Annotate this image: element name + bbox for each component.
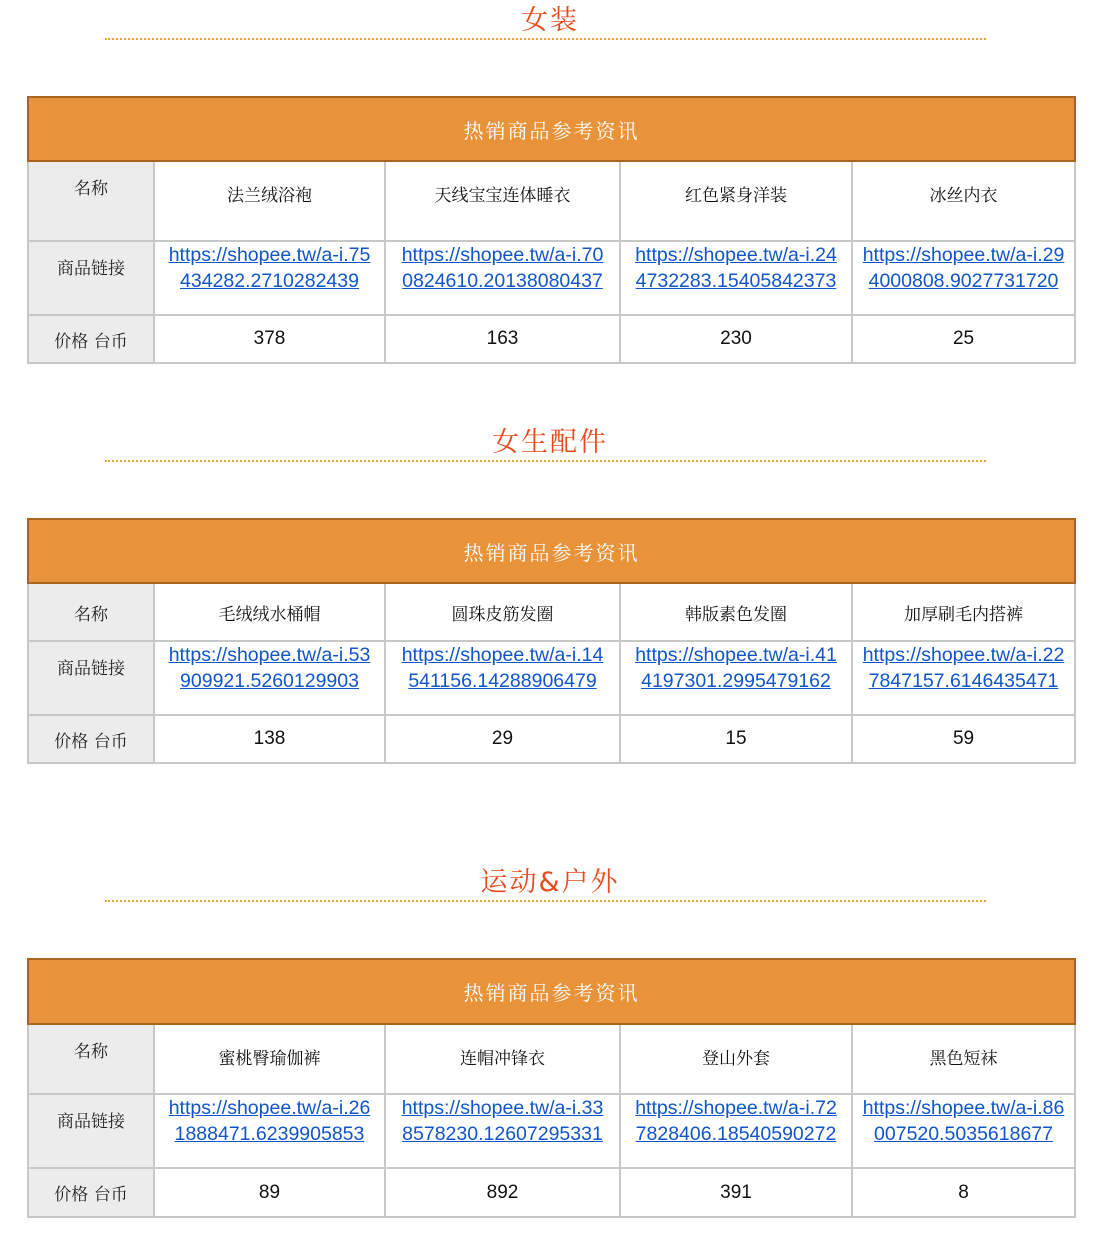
product-name: 蜜桃臀瑜伽裤 — [154, 1024, 385, 1094]
section-title-womens-accessories: 女生配件 — [492, 427, 608, 458]
row-label-link: 商品链接 — [28, 641, 154, 715]
product-price: 29 — [385, 715, 620, 763]
product-name: 加厚刷毛内搭裤 — [852, 583, 1075, 641]
section-title-sports-outdoor: 运动&户外 — [480, 867, 620, 898]
row-label-name: 名称 — [28, 583, 154, 641]
product-link[interactable]: https://shopee.tw/a-i.261888471.6239905853 — [168, 1097, 371, 1145]
product-price: 391 — [620, 1168, 852, 1217]
product-link[interactable]: https://shopee.tw/a-i.53909921.5260129903 — [168, 644, 371, 692]
product-price: 892 — [385, 1168, 620, 1217]
product-price: 378 — [154, 315, 385, 363]
product-price: 89 — [154, 1168, 385, 1217]
section-divider — [105, 900, 986, 902]
product-name: 冰丝内衣 — [852, 161, 1075, 241]
row-label-name: 名称 — [28, 1024, 154, 1094]
product-link[interactable]: https://shopee.tw/a-i.86007520.5035618677 — [862, 1097, 1065, 1145]
product-name: 圆珠皮筋发圈 — [385, 583, 620, 641]
product-link[interactable]: https://shopee.tw/a-i.75434282.2710282439 — [168, 244, 371, 292]
product-link[interactable]: https://shopee.tw/a-i.338578230.12607295331 — [401, 1097, 604, 1145]
product-price: 15 — [620, 715, 852, 763]
row-label-price: 价格 台币 — [28, 715, 154, 763]
product-price: 25 — [852, 315, 1075, 363]
product-name: 连帽冲锋衣 — [385, 1024, 620, 1094]
product-price: 138 — [154, 715, 385, 763]
table-header: 热销商品参考资讯 — [28, 959, 1075, 1024]
section-title-womens-clothing: 女装 — [521, 5, 579, 36]
product-link[interactable]: https://shopee.tw/a-i.227847157.6146435471 — [862, 644, 1065, 692]
row-label-price: 价格 台币 — [28, 315, 154, 363]
product-name: 韩版素色发圈 — [620, 583, 852, 641]
product-link[interactable]: https://shopee.tw/a-i.294000808.9027731720 — [862, 244, 1065, 292]
product-link[interactable]: https://shopee.tw/a-i.727828406.18540590272 — [635, 1097, 837, 1145]
product-name: 毛绒绒水桶帽 — [154, 583, 385, 641]
hot-products-table-womens-clothing — [27, 96, 1076, 364]
product-link[interactable]: https://shopee.tw/a-i.700824610.20138080437 — [401, 244, 604, 292]
product-name: 法兰绒浴袍 — [154, 161, 385, 241]
product-price: 230 — [620, 315, 852, 363]
product-name: 红色紧身洋装 — [620, 161, 852, 241]
row-label-name: 名称 — [28, 161, 154, 241]
product-link[interactable]: https://shopee.tw/a-i.244732283.15405842373 — [635, 244, 837, 292]
row-label-link: 商品链接 — [28, 1094, 154, 1168]
product-name: 天线宝宝连体睡衣 — [385, 161, 620, 241]
table-header: 热销商品参考资讯 — [28, 97, 1075, 161]
hot-products-table-womens-accessories — [27, 518, 1076, 764]
section-divider — [105, 38, 986, 40]
row-label-link: 商品链接 — [28, 241, 154, 315]
product-price: 59 — [852, 715, 1075, 763]
product-name: 登山外套 — [620, 1024, 852, 1094]
section-divider — [105, 460, 986, 462]
row-label-price: 价格 台币 — [28, 1168, 154, 1217]
product-price: 8 — [852, 1168, 1075, 1217]
product-name: 黑色短袜 — [852, 1024, 1075, 1094]
product-link[interactable]: https://shopee.tw/a-i.414197301.2995479162 — [635, 644, 837, 692]
table-header: 热销商品参考资讯 — [28, 519, 1075, 583]
hot-products-table-sports-outdoor — [27, 958, 1076, 1218]
product-link[interactable]: https://shopee.tw/a-i.14541156.14288906479 — [401, 644, 604, 692]
product-price: 163 — [385, 315, 620, 363]
